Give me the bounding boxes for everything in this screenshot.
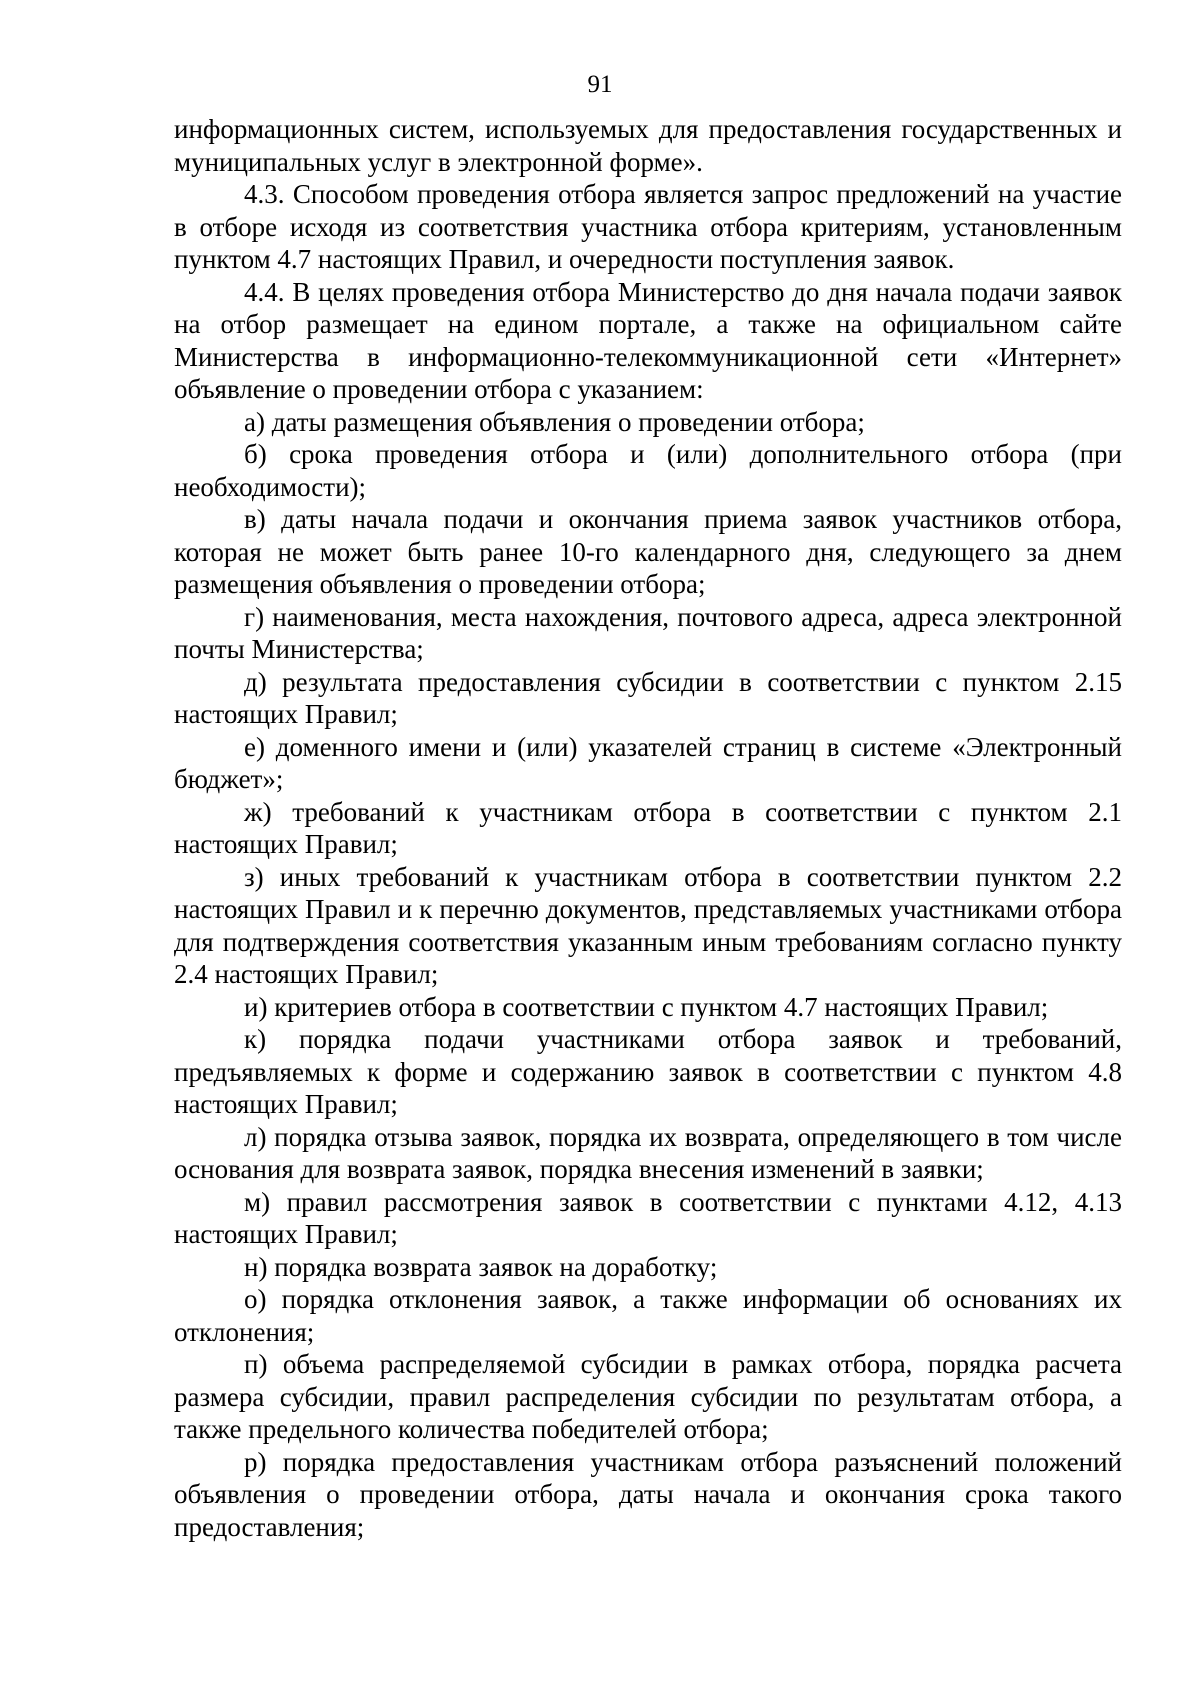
- list-item-k: к) порядка подачи участниками отбора заявок и требований, предъявляемых к форме и содержанию заявок в соответствии с пунктом 4.8 настоящих Правил;: [174, 1024, 1122, 1119]
- list-item-l: л) порядка отзыва заявок, порядка их возврата, определяющего в том числе основания для возврата заявок, порядка внесения изменений в заявки;: [174, 1121, 1122, 1184]
- list-item-e: е) доменного имени и (или) указателей страниц в системе «Электронный бюджет»;: [174, 731, 1122, 794]
- list-item-zh: ж) требований к участникам отбора в соответствии с пунктом 2.1 настоящих Правил;: [174, 796, 1122, 859]
- page-number: 91: [587, 71, 613, 98]
- list-item-i: и) критериев отбора в соответствии с пунктом 4.7 настоящих Правил;: [244, 991, 1049, 1022]
- list-item-o: о) порядка отклонения заявок, а также информации об основаниях их отклонения;: [174, 1284, 1122, 1347]
- list-item-b: б) срока проведения отбора и (или) дополнительного отбора (при необходимости);: [174, 439, 1122, 502]
- list-item-a: а) даты размещения объявления о проведении отбора;: [244, 406, 865, 437]
- list-item-n: н) порядка возврата заявок на доработку;: [244, 1251, 718, 1282]
- list-item-v: в) даты начала подачи и окончания приема заявок участников отбора, которая не может быть ранее 10-го календарного дня, следующего за днем размещения объявления о проведении отбора;: [174, 504, 1122, 599]
- list-item-r: р) порядка предоставления участникам отбора разъяснений положений объявления о проведении отбора, даты начала и окончания срока такого предоставления;: [174, 1446, 1122, 1542]
- list-item-d: д) результата предоставления субсидии в соответствии с пунктом 2.15 настоящих Правил;: [174, 666, 1122, 729]
- list-item-m: м) правил рассмотрения заявок в соответствии с пунктами 4.12, 4.13 настоящих Правил;: [174, 1186, 1122, 1249]
- paragraph-4-4: 4.4. В целях проведения отбора Министерство до дня начала подачи заявок на отбор размещает на едином портале, а также на официальном сайте Министерства в информационно-телекоммуникационной сети «Интернет» объявление о проведении отбора с указанием:: [174, 276, 1122, 404]
- paragraph-4-3: 4.3. Способом проведения отбора является запрос предложений на участие в отборе исходя из соответствия участника отбора критериям, установленным пунктом 4.7 настоящих Правил, и очередности поступления заявок.: [174, 179, 1122, 274]
- paragraph-intro: информационных систем, используемых для предоставления государственных и муниципальных услуг в электронной форме».: [174, 114, 1122, 177]
- list-item-p: п) объема распределяемой субсидии в рамках отбора, порядка расчета размера субсидии, правил распределения субсидии по результатам отбора, а также предельного количества победителей отбора;: [174, 1349, 1122, 1444]
- document-body: [174, 113, 1122, 1543]
- list-item-g: г) наименования, места нахождения, почтового адреса, адреса электронной почты Министерства;: [174, 601, 1122, 664]
- list-item-z: з) иных требований к участникам отбора в соответствии пунктом 2.2 настоящих Правил и к перечню документов, представляемых участниками отбора для подтверждения соответствия указанным иным требованиям согласно пункту 2.4 настоящих Правил;: [174, 861, 1122, 989]
